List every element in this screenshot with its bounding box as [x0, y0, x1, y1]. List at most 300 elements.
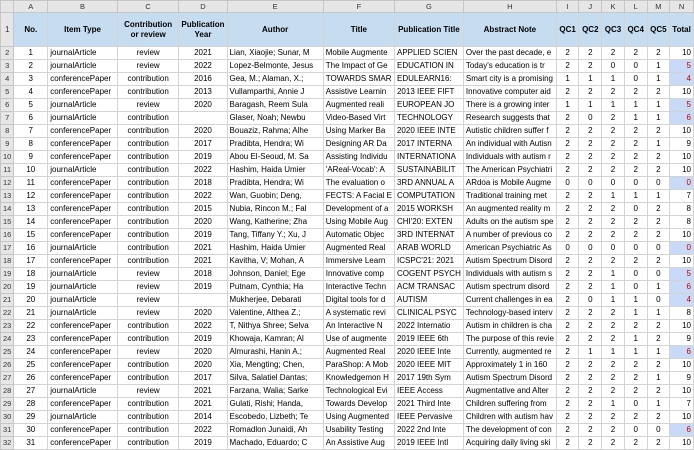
cell-qc5[interactable]: 2 — [647, 203, 669, 216]
cell-contribution[interactable]: contribution — [117, 151, 179, 164]
cell-qc3[interactable]: 2 — [602, 307, 624, 320]
cell-contribution[interactable]: contribution — [117, 216, 179, 229]
cell-abstract-note[interactable]: An augmented reality m — [463, 203, 556, 216]
cell-qc4[interactable]: 1 — [624, 333, 647, 346]
cell-contribution[interactable]: contribution — [117, 73, 179, 86]
row-number[interactable]: 31 — [1, 424, 14, 437]
cell-total[interactable]: 10 — [670, 86, 694, 99]
cell-year[interactable]: 2020 — [179, 346, 227, 359]
cell-author[interactable]: Khowaja, Kamran; Al — [227, 333, 323, 346]
cell-qc2[interactable]: 0 — [579, 242, 602, 255]
column-letter-g[interactable]: G — [394, 1, 463, 13]
cell-author[interactable]: Gea, M.; Alaman, X.; — [227, 73, 323, 86]
cell-no[interactable]: 31 — [14, 437, 48, 450]
row-number[interactable]: 26 — [1, 359, 14, 372]
cell-contribution[interactable]: contribution — [117, 229, 179, 242]
cell-year[interactable]: 2022 — [179, 164, 227, 177]
cell-author[interactable]: Almurashi, Hanin A.; — [227, 346, 323, 359]
row-number[interactable]: 14 — [1, 203, 14, 216]
cell-qc4[interactable]: 0 — [624, 73, 647, 86]
cell-total[interactable]: 10 — [670, 164, 694, 177]
cell-abstract-note[interactable]: Autistic children suffer f — [463, 125, 556, 138]
cell-author[interactable]: Glaser, Noah; Newbu — [227, 112, 323, 125]
row-number[interactable]: 5 — [1, 86, 14, 99]
cell-abstract-note[interactable]: There is a growing inter — [463, 99, 556, 112]
cell-year[interactable]: 2019 — [179, 229, 227, 242]
cell-item-type[interactable]: conferencePaper — [48, 73, 118, 86]
cell-publication-title[interactable]: CHI'20: EXTEN — [394, 216, 463, 229]
cell-abstract-note[interactable]: Acquiring daily living ski — [463, 437, 556, 450]
cell-author[interactable]: Silva, Salatiel Dantas; — [227, 372, 323, 385]
cell-qc4[interactable]: 2 — [624, 125, 647, 138]
row-number[interactable]: 19 — [1, 268, 14, 281]
cell-total[interactable]: 6 — [670, 424, 694, 437]
cell-qc4[interactable]: 0 — [624, 203, 647, 216]
header-cell[interactable]: QC1 — [556, 13, 578, 47]
cell-qc2[interactable]: 2 — [579, 268, 602, 281]
cell-qc1[interactable]: 2 — [556, 307, 578, 320]
header-cell[interactable]: QC5 — [647, 13, 669, 47]
cell-qc4[interactable]: 2 — [624, 138, 647, 151]
cell-contribution[interactable]: review — [117, 307, 179, 320]
cell-qc2[interactable]: 2 — [579, 281, 602, 294]
cell-author[interactable]: Pradibta, Hendra; Wi — [227, 138, 323, 151]
row-number[interactable]: 32 — [1, 437, 14, 450]
cell-item-type[interactable]: conferencePaper — [48, 138, 118, 151]
cell-item-type[interactable]: conferencePaper — [48, 359, 118, 372]
cell-qc2[interactable]: 2 — [579, 333, 602, 346]
cell-qc1[interactable]: 2 — [556, 268, 578, 281]
cell-publication-title[interactable]: 2020 IEEE Inte — [394, 346, 463, 359]
cell-contribution[interactable]: contribution — [117, 112, 179, 125]
cell-qc2[interactable]: 1 — [579, 99, 602, 112]
cell-qc2[interactable]: 2 — [579, 255, 602, 268]
cell-contribution[interactable]: review — [117, 99, 179, 112]
row-number[interactable]: 28 — [1, 385, 14, 398]
cell-qc2[interactable]: 2 — [579, 164, 602, 177]
cell-qc5[interactable]: 2 — [647, 216, 669, 229]
cell-qc5[interactable]: 1 — [647, 112, 669, 125]
cell-qc1[interactable]: 2 — [556, 125, 578, 138]
cell-qc5[interactable]: 1 — [647, 60, 669, 73]
cell-year[interactable]: 2020 — [179, 307, 227, 320]
column-letter-l[interactable]: L — [624, 1, 647, 13]
row-number[interactable]: 18 — [1, 255, 14, 268]
cell-total[interactable]: 6 — [670, 346, 694, 359]
cell-qc1[interactable]: 2 — [556, 411, 578, 424]
cell-qc2[interactable]: 2 — [579, 47, 602, 60]
cell-qc3[interactable]: 1 — [602, 398, 624, 411]
cell-title[interactable]: Augmented Real — [323, 346, 394, 359]
cell-contribution[interactable]: contribution — [117, 398, 179, 411]
cell-qc4[interactable]: 2 — [624, 411, 647, 424]
cell-qc3[interactable]: 1 — [602, 268, 624, 281]
cell-contribution[interactable]: review — [117, 294, 179, 307]
cell-author[interactable]: Lopez-Belmonte, Jesus — [227, 60, 323, 73]
cell-qc5[interactable]: 0 — [647, 294, 669, 307]
cell-qc2[interactable]: 2 — [579, 216, 602, 229]
cell-item-type[interactable]: conferencePaper — [48, 372, 118, 385]
header-cell[interactable]: Total — [670, 13, 694, 47]
cell-qc1[interactable]: 2 — [556, 86, 578, 99]
cell-qc1[interactable]: 1 — [556, 73, 578, 86]
cell-total[interactable]: 5 — [670, 60, 694, 73]
cell-author[interactable]: Farzana, Walia; Sarke — [227, 385, 323, 398]
row-number[interactable]: 8 — [1, 125, 14, 138]
cell-qc3[interactable]: 2 — [602, 411, 624, 424]
cell-qc3[interactable]: 2 — [602, 385, 624, 398]
cell-year[interactable]: 2018 — [179, 268, 227, 281]
cell-author[interactable]: T, Nithya Shree; Selva — [227, 320, 323, 333]
cell-item-type[interactable]: journalArticle — [48, 47, 118, 60]
cell-item-type[interactable]: conferencePaper — [48, 125, 118, 138]
cell-year[interactable]: 2021 — [179, 47, 227, 60]
cell-qc2[interactable]: 2 — [579, 385, 602, 398]
row-number[interactable]: 15 — [1, 216, 14, 229]
cell-qc3[interactable]: 2 — [602, 372, 624, 385]
cell-abstract-note[interactable]: Currently, augmented re — [463, 346, 556, 359]
cell-no[interactable]: 29 — [14, 411, 48, 424]
cell-qc1[interactable]: 2 — [556, 359, 578, 372]
cell-title[interactable]: Augmented Real — [323, 242, 394, 255]
cell-qc4[interactable]: 2 — [624, 151, 647, 164]
cell-title[interactable]: Designing AR Da — [323, 138, 394, 151]
cell-abstract-note[interactable]: The development of con — [463, 424, 556, 437]
cell-qc3[interactable]: 2 — [602, 333, 624, 346]
cell-qc1[interactable]: 2 — [556, 112, 578, 125]
cell-year[interactable]: 2021 — [179, 398, 227, 411]
row-number[interactable]: 10 — [1, 151, 14, 164]
cell-publication-title[interactable]: 2017 19th Sym — [394, 372, 463, 385]
cell-no[interactable]: 30 — [14, 424, 48, 437]
column-letter-c[interactable]: C — [117, 1, 179, 13]
cell-item-type[interactable]: conferencePaper — [48, 151, 118, 164]
cell-qc4[interactable]: 0 — [624, 60, 647, 73]
cell-qc5[interactable]: 1 — [647, 346, 669, 359]
cell-qc3[interactable]: 2 — [602, 216, 624, 229]
cell-author[interactable]: Hashim, Haida Umier — [227, 164, 323, 177]
cell-qc1[interactable]: 2 — [556, 294, 578, 307]
cell-publication-title[interactable]: EUROPEAN JO — [394, 99, 463, 112]
cell-year[interactable]: 2022 — [179, 320, 227, 333]
cell-no[interactable]: 9 — [14, 151, 48, 164]
cell-qc2[interactable]: 2 — [579, 86, 602, 99]
cell-title[interactable]: Using Mobile Aug — [323, 216, 394, 229]
cell-qc5[interactable]: 0 — [647, 242, 669, 255]
row-number[interactable]: 13 — [1, 190, 14, 203]
cell-abstract-note[interactable]: Today's education is tr — [463, 60, 556, 73]
cell-item-type[interactable]: conferencePaper — [48, 424, 118, 437]
cell-total[interactable]: 5 — [670, 99, 694, 112]
cell-qc2[interactable]: 2 — [579, 437, 602, 450]
cell-qc1[interactable]: 2 — [556, 320, 578, 333]
row-number[interactable]: 24 — [1, 333, 14, 346]
cell-title[interactable]: Immersive Learn — [323, 255, 394, 268]
cell-abstract-note[interactable]: Autism in children is cha — [463, 320, 556, 333]
row-number[interactable]: 23 — [1, 320, 14, 333]
cell-qc1[interactable]: 2 — [556, 398, 578, 411]
cell-total[interactable]: 4 — [670, 73, 694, 86]
row-number[interactable]: 17 — [1, 242, 14, 255]
cell-publication-title[interactable]: ACM TRANSAC — [394, 281, 463, 294]
cell-year[interactable]: 2021 — [179, 385, 227, 398]
cell-author[interactable]: Machado, Eduardo; C — [227, 437, 323, 450]
header-cell[interactable]: QC2 — [579, 13, 602, 47]
cell-contribution[interactable]: contribution — [117, 372, 179, 385]
cell-no[interactable]: 28 — [14, 398, 48, 411]
cell-year[interactable]: 2019 — [179, 437, 227, 450]
cell-year[interactable]: 2017 — [179, 138, 227, 151]
cell-qc4[interactable]: 1 — [624, 99, 647, 112]
cell-contribution[interactable]: review — [117, 47, 179, 60]
cell-abstract-note[interactable]: Traditional training met — [463, 190, 556, 203]
cell-author[interactable]: Bouaziz, Rahma; Alhe — [227, 125, 323, 138]
cell-author[interactable]: Romadlon Junaidi, Ah — [227, 424, 323, 437]
cell-qc5[interactable]: 2 — [647, 411, 669, 424]
cell-qc1[interactable]: 2 — [556, 372, 578, 385]
cell-title[interactable]: 'AReal-Vocab': A — [323, 164, 394, 177]
cell-title[interactable]: Use of augmente — [323, 333, 394, 346]
cell-year[interactable]: 2021 — [179, 242, 227, 255]
cell-year[interactable]: 2016 — [179, 73, 227, 86]
cell-publication-title[interactable]: ICSPC'21: 2021 — [394, 255, 463, 268]
cell-year[interactable]: 2014 — [179, 411, 227, 424]
cell-contribution[interactable]: contribution — [117, 190, 179, 203]
cell-author[interactable]: Vullamparthi, Annie J — [227, 86, 323, 99]
cell-total[interactable]: 9 — [670, 372, 694, 385]
cell-qc2[interactable]: 2 — [579, 424, 602, 437]
cell-publication-title[interactable]: CLINICAL PSYC — [394, 307, 463, 320]
cell-contribution[interactable]: contribution — [117, 242, 179, 255]
cell-item-type[interactable]: journalArticle — [48, 164, 118, 177]
cell-qc5[interactable]: 1 — [647, 307, 669, 320]
cell-qc2[interactable]: 0 — [579, 112, 602, 125]
cell-title[interactable]: Using Augmented — [323, 411, 394, 424]
cell-qc5[interactable]: 2 — [647, 86, 669, 99]
header-cell[interactable]: QC4 — [624, 13, 647, 47]
cell-abstract-note[interactable]: Individuals with autism s — [463, 268, 556, 281]
cell-contribution[interactable]: review — [117, 281, 179, 294]
cell-qc3[interactable]: 1 — [602, 281, 624, 294]
row-number[interactable]: 4 — [1, 73, 14, 86]
cell-author[interactable]: Abou El-Seoud, M. Sa — [227, 151, 323, 164]
cell-no[interactable]: 6 — [14, 112, 48, 125]
cell-no[interactable]: 17 — [14, 255, 48, 268]
cell-author[interactable]: Lian, Xiaojie; Sunar, M — [227, 47, 323, 60]
cell-publication-title[interactable]: IEEE Pervasive — [394, 411, 463, 424]
cell-qc1[interactable]: 2 — [556, 216, 578, 229]
row-number[interactable]: 11 — [1, 164, 14, 177]
cell-publication-title[interactable]: EDULEARN16: — [394, 73, 463, 86]
row-number[interactable]: 16 — [1, 229, 14, 242]
cell-qc3[interactable]: 2 — [602, 255, 624, 268]
cell-qc3[interactable]: 2 — [602, 437, 624, 450]
cell-qc2[interactable]: 2 — [579, 307, 602, 320]
cell-year[interactable]: 2020 — [179, 99, 227, 112]
cell-author[interactable]: Hashim, Haida Umier — [227, 242, 323, 255]
cell-abstract-note[interactable]: Autism spectrum disord — [463, 281, 556, 294]
header-cell[interactable]: Publication Title — [394, 13, 463, 47]
cell-qc2[interactable]: 2 — [579, 398, 602, 411]
cell-abstract-note[interactable]: A number of previous co — [463, 229, 556, 242]
cell-author[interactable]: Tang, Tiffany Y.; Xu, J — [227, 229, 323, 242]
cell-item-type[interactable]: conferencePaper — [48, 177, 118, 190]
cell-no[interactable]: 18 — [14, 268, 48, 281]
cell-title[interactable]: A systematic revi — [323, 307, 394, 320]
cell-qc3[interactable]: 2 — [602, 164, 624, 177]
cell-total[interactable]: 10 — [670, 229, 694, 242]
row-number[interactable]: 27 — [1, 372, 14, 385]
cell-author[interactable]: Pradibta, Hendra; Wi — [227, 177, 323, 190]
cell-total[interactable]: 10 — [670, 320, 694, 333]
cell-year[interactable]: 2020 — [179, 125, 227, 138]
cell-qc3[interactable]: 2 — [602, 112, 624, 125]
cell-contribution[interactable]: contribution — [117, 255, 179, 268]
cell-qc1[interactable]: 2 — [556, 151, 578, 164]
cell-qc5[interactable]: 2 — [647, 385, 669, 398]
cell-qc3[interactable]: 2 — [602, 359, 624, 372]
cell-qc4[interactable]: 2 — [624, 359, 647, 372]
cell-qc1[interactable]: 0 — [556, 242, 578, 255]
cell-no[interactable]: 23 — [14, 333, 48, 346]
cell-qc2[interactable]: 2 — [579, 203, 602, 216]
cell-abstract-note[interactable]: Research suggests that — [463, 112, 556, 125]
row-number[interactable]: 12 — [1, 177, 14, 190]
cell-publication-title[interactable]: 2013 IEEE FIFT — [394, 86, 463, 99]
cell-abstract-note[interactable]: The American Psychiatri — [463, 164, 556, 177]
cell-item-type[interactable]: journalArticle — [48, 294, 118, 307]
row-number[interactable]: 20 — [1, 281, 14, 294]
cell-publication-title[interactable]: 2019 IEEE 6th — [394, 333, 463, 346]
cell-qc3[interactable]: 0 — [602, 177, 624, 190]
cell-item-type[interactable]: journalArticle — [48, 385, 118, 398]
cell-qc4[interactable]: 1 — [624, 112, 647, 125]
cell-qc3[interactable]: 2 — [602, 203, 624, 216]
cell-qc2[interactable]: 2 — [579, 320, 602, 333]
cell-total[interactable]: 10 — [670, 151, 694, 164]
cell-qc5[interactable]: 1 — [647, 372, 669, 385]
cell-item-type[interactable]: conferencePaper — [48, 437, 118, 450]
cell-qc5[interactable]: 0 — [647, 268, 669, 281]
cell-qc3[interactable]: 1 — [602, 99, 624, 112]
cell-total[interactable]: 8 — [670, 216, 694, 229]
cell-title[interactable]: Knowledgemon H — [323, 372, 394, 385]
cell-qc2[interactable]: 2 — [579, 60, 602, 73]
cell-author[interactable]: Xia, Mengting; Chen, — [227, 359, 323, 372]
cell-year[interactable]: 2020 — [179, 216, 227, 229]
cell-item-type[interactable]: conferencePaper — [48, 333, 118, 346]
cell-qc4[interactable]: 1 — [624, 190, 647, 203]
cell-qc5[interactable]: 2 — [647, 333, 669, 346]
cell-year[interactable]: 2020 — [179, 359, 227, 372]
cell-author[interactable]: Putnam, Cynthia; Ha — [227, 281, 323, 294]
cell-contribution[interactable]: contribution — [117, 177, 179, 190]
cell-qc2[interactable]: 2 — [579, 411, 602, 424]
cell-qc1[interactable]: 2 — [556, 60, 578, 73]
cell-qc4[interactable]: 0 — [624, 242, 647, 255]
cell-qc3[interactable]: 2 — [602, 125, 624, 138]
column-letter-b[interactable]: B — [48, 1, 118, 13]
cell-contribution[interactable]: contribution — [117, 411, 179, 424]
cell-qc4[interactable]: 2 — [624, 229, 647, 242]
header-cell[interactable]: Publication Year — [179, 13, 227, 47]
cell-total[interactable]: 6 — [670, 112, 694, 125]
cell-publication-title[interactable]: INTERNATIONA — [394, 151, 463, 164]
cell-qc5[interactable]: 2 — [647, 255, 669, 268]
cell-qc3[interactable]: 1 — [602, 190, 624, 203]
cell-publication-title[interactable]: IEEE Access — [394, 385, 463, 398]
cell-year[interactable]: 2021 — [179, 255, 227, 268]
cell-publication-title[interactable]: 2022 2nd Inte — [394, 424, 463, 437]
cell-title[interactable]: The evaluation o — [323, 177, 394, 190]
cell-abstract-note[interactable]: An individual with Autisn — [463, 138, 556, 151]
cell-qc3[interactable]: 2 — [602, 320, 624, 333]
cell-no[interactable]: 27 — [14, 385, 48, 398]
column-letter-i[interactable]: I — [556, 1, 578, 13]
cell-contribution[interactable]: contribution — [117, 138, 179, 151]
cell-item-type[interactable]: conferencePaper — [48, 190, 118, 203]
cell-title[interactable]: Digital tools for d — [323, 294, 394, 307]
cell-abstract-note[interactable]: American Psychiatric As — [463, 242, 556, 255]
cell-publication-title[interactable]: 2019 IEEE Intl — [394, 437, 463, 450]
cell-year[interactable]: 2022 — [179, 424, 227, 437]
cell-contribution[interactable]: contribution — [117, 424, 179, 437]
cell-publication-title[interactable]: 2021 Third Inte — [394, 398, 463, 411]
cell-item-type[interactable]: journalArticle — [48, 99, 118, 112]
cell-qc3[interactable]: 2 — [602, 47, 624, 60]
cell-title[interactable]: Development of a — [323, 203, 394, 216]
cell-total[interactable]: 10 — [670, 359, 694, 372]
cell-qc5[interactable]: 2 — [647, 229, 669, 242]
cell-abstract-note[interactable]: Approximately 1 in 160 — [463, 359, 556, 372]
column-letter-h[interactable]: H — [463, 1, 556, 13]
cell-abstract-note[interactable]: Current challenges in ea — [463, 294, 556, 307]
cell-no[interactable]: 15 — [14, 229, 48, 242]
cell-qc4[interactable]: 2 — [624, 86, 647, 99]
cell-year[interactable]: 2017 — [179, 372, 227, 385]
row-number[interactable]: 3 — [1, 60, 14, 73]
cell-title[interactable]: Automatic Objec — [323, 229, 394, 242]
cell-no[interactable]: 13 — [14, 203, 48, 216]
cell-abstract-note[interactable]: Innovative computer aid — [463, 86, 556, 99]
cell-year[interactable]: 2015 — [179, 203, 227, 216]
cell-total[interactable]: 10 — [670, 125, 694, 138]
column-letter-j[interactable]: J — [579, 1, 602, 13]
cell-qc5[interactable]: 0 — [647, 424, 669, 437]
cell-publication-title[interactable]: ARAB WORLD — [394, 242, 463, 255]
cell-qc1[interactable]: 2 — [556, 138, 578, 151]
cell-publication-title[interactable]: AUTISM — [394, 294, 463, 307]
row-number[interactable]: 1 — [1, 13, 14, 47]
cell-qc5[interactable]: 1 — [647, 190, 669, 203]
cell-total[interactable]: 8 — [670, 203, 694, 216]
cell-contribution[interactable]: contribution — [117, 333, 179, 346]
cell-no[interactable]: 8 — [14, 138, 48, 151]
cell-total[interactable]: 10 — [670, 255, 694, 268]
cell-author[interactable]: Gulati, Rishi; Handa, — [227, 398, 323, 411]
cell-publication-title[interactable]: 2020 IEEE MIT — [394, 359, 463, 372]
cell-title[interactable]: Mobile Augmente — [323, 47, 394, 60]
cell-publication-title[interactable]: 2022 Internatio — [394, 320, 463, 333]
cell-contribution[interactable]: contribution — [117, 164, 179, 177]
cell-qc4[interactable]: 0 — [624, 281, 647, 294]
cell-year[interactable]: 2019 — [179, 151, 227, 164]
cell-total[interactable]: 0 — [670, 242, 694, 255]
cell-qc2[interactable]: 2 — [579, 151, 602, 164]
cell-item-type[interactable]: conferencePaper — [48, 216, 118, 229]
header-cell[interactable]: Abstract Note — [463, 13, 556, 47]
cell-qc4[interactable]: 1 — [624, 294, 647, 307]
